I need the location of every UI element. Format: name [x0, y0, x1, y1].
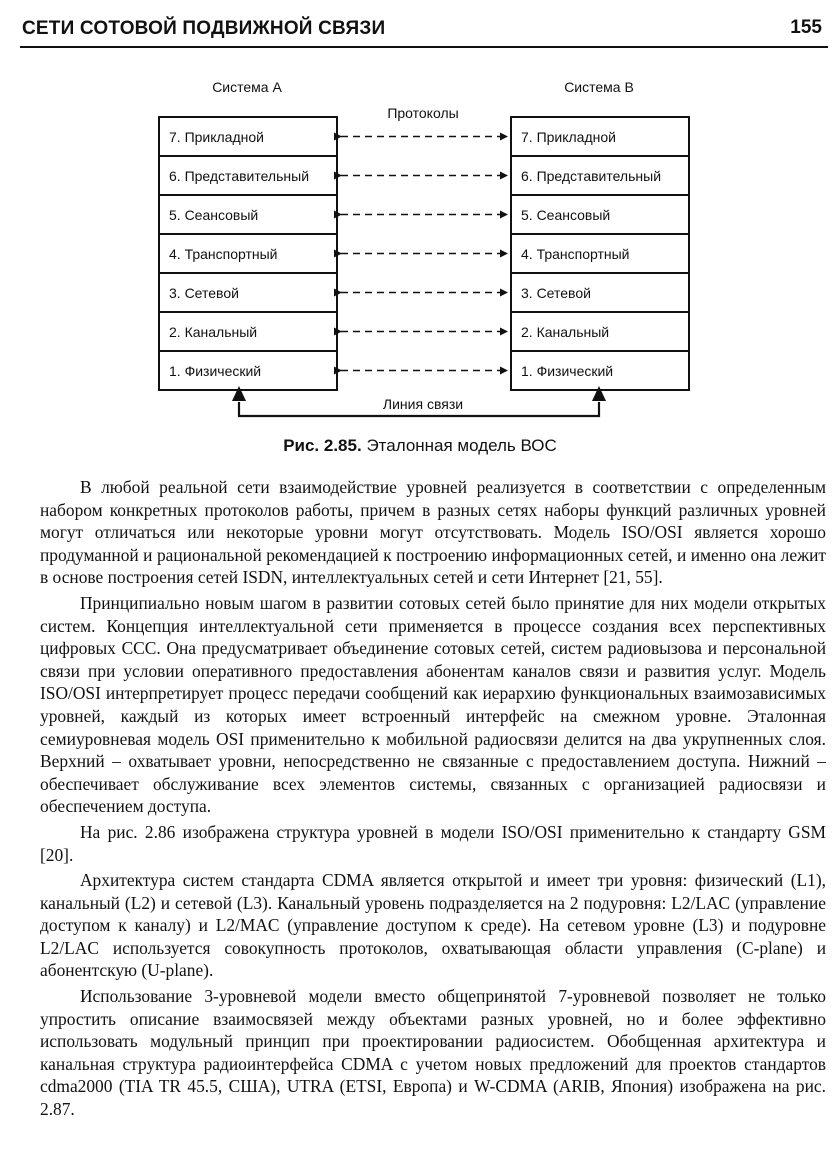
paragraph: Принципиально новым шагом в развитии сотовых сетей было принятие для них модели открытых систем. Концепция интеллектуальной сети применяется в процессе создания всех перспективных цифровых ССС. Она предусматривает объединение сотовых сетей, систем радиовызова и персональной связи при условии оперативного предоставления абонентам каналов связи и развития услуг. Модель ISO/OSI интерпретирует процесс передачи сообщений как иерархию функциональных взаимозависимых уровней, каждый из которых имеет встроенный интерфейс на смежном уровне. Эталонная семиуровневая модель OSI применительно к мобильной радиосвязи делится на два укрупненных слоя. Верхний – охватывает уровни, непосредственно не связанные с предоставлением доступа. Нижний – обеспечивает обслуживание всех элементов системы, связанных с организацией радиосвязи и обеспечением доступа.: [40, 592, 826, 817]
system-a-layer-label: 4. Транспортный: [169, 246, 278, 262]
layer-row: [159, 195, 689, 234]
caption-label: Рис. 2.85.: [283, 436, 362, 455]
osi-model-diagram: [0, 60, 840, 460]
layer-row: [159, 117, 689, 156]
system-a-layer-label: 2. Канальный: [169, 324, 258, 340]
system-a-layer-label: 5. Сеансовый: [169, 207, 259, 223]
running-title: СЕТИ СОТОВОЙ ПОДВИЖНОЙ СВЯЗИ: [22, 18, 386, 39]
link-label: Линия связи: [382, 396, 464, 412]
paragraph: На рис. 2.86 изображена структура уровней в модели ISO/OSI применительно к стандарту GSM [20].: [40, 821, 826, 865]
system-b-layer-label: 7. Прикладной: [521, 129, 616, 145]
system-b-layer-label: 4. Транспортный: [521, 246, 630, 262]
system-b-label: Система В: [564, 79, 634, 95]
paragraph: В любой реальной сети взаимодействие уровней реализуется в соответствии с определенным набором конкретных протоколов работы, причем в разных сетях наборы функций различных уровней могут отличаться или некоторые уровни могут отсутствовать. Модель ISO/OSI является хорошо продуманной и рациональной рекомендацией к построению информационных сетей, и именно она лежит в основе построения сетей ISDN, интеллектуальных сетей и сети Интернет [21, 55].: [40, 477, 826, 588]
figure-caption: [0, 436, 840, 456]
system-b-layer-label: 2. Канальный: [521, 324, 610, 340]
running-header: [20, 14, 828, 48]
paragraph: Использование 3-уровневой модели вместо общепринятой 7-уровневой позволяет не только упростить описание взаимосвязей между объектами разных уровней, но и более эффективно использовать модульный принцип при проектировании радиосистем. Обобщенная архитектура и канальная структура радиоинтерфейса CDMA с учетом новых предложений для проектов стандартов cdma2000 (TIA TR 45.5, США), UTRA (ETSI, Европа) и W-CDMA (ARIB, Япония) изображена на рис. 2.87.: [40, 986, 826, 1120]
layer-rows: [159, 117, 689, 390]
caption-text: Эталонная модель ВОС: [366, 436, 557, 455]
layer-row: [159, 156, 689, 195]
layer-row: [159, 234, 689, 273]
layer-row: [159, 312, 689, 351]
protocols-label: Протоколы: [387, 105, 459, 121]
paragraph: Архитектура систем стандарта CDMA является открытой и имеет три уровня: физический (L1), канальный (L2) и сетевой (L3). Канальный уровень подразделяется на 2 подуровня: L2/LAC (управление доступом к каналу) и L2/MAC (управление доступом к среде). На сетевом уровне (L3) и подуровне L2/LAC используется совокупность протоколов, охватывающая области управления (C-plane) и абонентскую (U-plane).: [40, 870, 826, 981]
system-a-label: Система А: [212, 79, 282, 95]
page-number: 155: [790, 17, 822, 38]
system-a-layer-label: 1. Физический: [169, 363, 262, 379]
layer-row: [159, 351, 689, 390]
body-text: [40, 476, 826, 1124]
layer-row: [159, 273, 689, 312]
system-a-layer-label: 6. Представительный: [169, 168, 310, 184]
system-a-layer-label: 3. Сетевой: [169, 285, 239, 301]
system-a-layer-label: 7. Прикладной: [169, 129, 264, 145]
system-b-layer-label: 5. Сеансовый: [521, 207, 611, 223]
system-b-layer-label: 1. Физический: [521, 363, 614, 379]
system-b-layer-label: 3. Сетевой: [521, 285, 591, 301]
system-b-layer-label: 6. Представительный: [521, 168, 662, 184]
